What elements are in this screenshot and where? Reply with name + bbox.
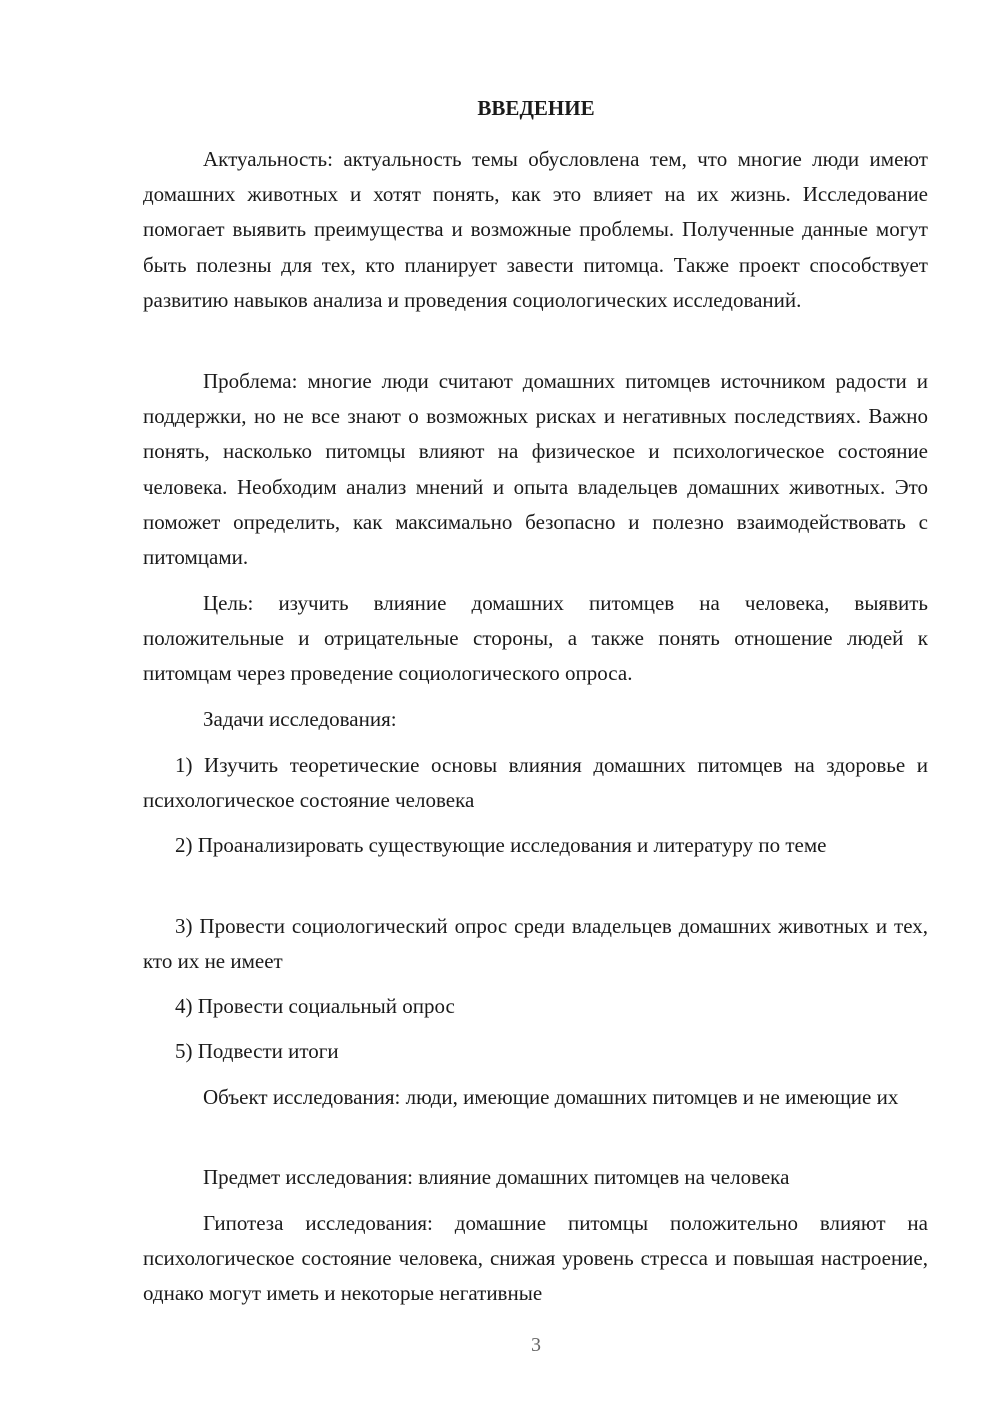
relevance-paragraph: Актуальность: актуальность темы обусловлена тем, что многие люди имеют домашних животных и хотят понять, как это влияет на их жизнь. Исследование помогает выявить преимущества и возможные проблемы. Полученные данные могут быть полезны для тех, кто планирует завести питомца. Также проект способствует развитию навыков анализа и проведения социологических исследований.: [143, 147, 928, 312]
task-item-3: 3) Провести социологический опрос среди владельцев домашних животных и тех, кто их не имеет: [143, 914, 928, 974]
hypothesis-paragraph: Гипотеза исследования: домашние питомцы положительно влияют на психологическое состояние человека, снижая уровень стресса и повышая настроение, однако могут иметь и некоторые негативные: [143, 1211, 928, 1306]
task-item-1: 1) Изучить теоретические основы влияния домашних питомцев на здоровье и психологическое состояние человека: [143, 753, 928, 813]
subject-paragraph: Предмет исследования: влияние домашних питомцев на человека: [203, 1165, 790, 1189]
page-number: 3: [531, 1334, 541, 1356]
problem-paragraph: Проблема: многие люди считают домашних питомцев источником радости и поддержки, но не все знают о возможных рисках и негативных последствиях. Важно понять, насколько питомцы влияют на физическое и психологическое состояние человека. Необходим анализ мнений и опыта владельцев домашних животных. Это поможет определить, как максимально безопасно и полезно взаимодействовать с питомцами.: [143, 369, 928, 570]
task-item-5: 5) Подвести итоги: [175, 1039, 339, 1063]
object-paragraph: Объект исследования: люди, имеющие домашних питомцев и не имеющие их: [203, 1085, 899, 1109]
tasks-heading: Задачи исследования:: [203, 707, 397, 731]
task-item-4: 4) Провести социальный опрос: [175, 994, 455, 1018]
section-title: ВВЕДЕНИЕ: [477, 96, 595, 120]
task-item-2: 2) Проанализировать существующие исследования и литературу по теме: [175, 833, 827, 857]
goal-paragraph: Цель: изучить влияние домашних питомцев на человека, выявить положительные и отрицательные стороны, а также понять отношение людей к питомцам через проведение социологического опроса.: [143, 591, 928, 686]
